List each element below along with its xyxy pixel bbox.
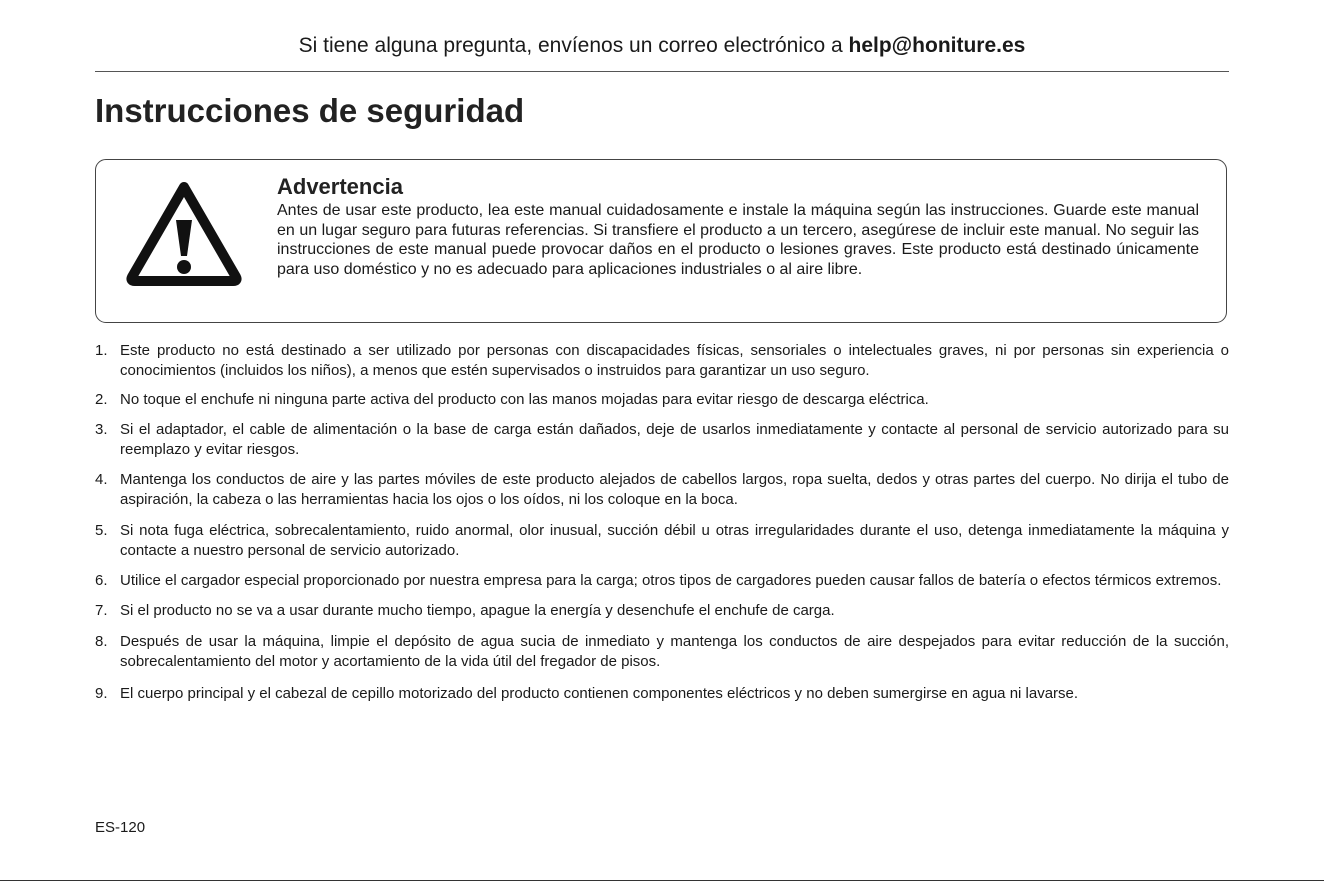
safety-instruction-item [95, 521, 1229, 561]
warning-text: Antes de usar este producto, lea este manual cuidadosamente e instale la máquina según las instrucciones. Guarde este manual en un lugar seguro para futuras referencias. Si transfiere el producto a un tercero, asegúrese de incluir este manual. No seguir las instrucciones de este manual puede provocar daños en el producto o lesiones graves. Este producto está destinado únicamente para uso doméstico y no es adecuado para aplicaciones industriales o al aire libre. [277, 202, 1199, 278]
instruction-number: 2. [95, 391, 108, 408]
page-number: ES-120 [95, 819, 146, 836]
instruction-number: 6. [95, 572, 108, 589]
instruction-text: El cuerpo principal y el cabezal de cepillo motorizado del producto contienen componentes eléctricos y no deben sumergirse en agua ni lavarse. [120, 685, 1079, 702]
support-email: help@honiture.es [848, 34, 1026, 57]
safety-instruction-item [95, 684, 1229, 704]
instruction-number: 3. [95, 421, 108, 438]
bottom-divider [0, 880, 1324, 881]
safety-instruction-item [95, 341, 1229, 381]
instruction-text: Si el producto no se va a usar durante mucho tiempo, apague la energía y desenchufe el enchufe de carga. [120, 602, 835, 619]
safety-instruction-item [95, 470, 1229, 510]
safety-instructions-list [95, 341, 1229, 704]
header-divider [95, 71, 1229, 72]
contact-text: Si tiene alguna pregunta, envíenos un correo electrónico a [298, 34, 849, 57]
instruction-number: 8. [95, 633, 108, 650]
instruction-text: Si nota fuga eléctrica, sobrecalentamiento, ruido anormal, olor inusual, succión débil u otras irregularidades durante el uso, detenga inmediatamente la máquina y contacte a nuestro personal de servicio autorizado. [120, 522, 1229, 559]
page-title: Instrucciones de seguridad [95, 92, 525, 129]
instruction-text: Este producto no está destinado a ser utilizado por personas con discapacidades físicas, sensoriales o intelectuales graves, ni por personas sin experiencia o conocimientos (incluidos los niños), a menos que estén supervisados o instruidos para garantizar un uso seguro. [120, 342, 1229, 379]
warning-box [95, 159, 1227, 323]
safety-instruction-item [95, 601, 1229, 621]
safety-instruction-item [95, 632, 1229, 672]
instruction-text: Después de usar la máquina, limpie el depósito de agua sucia de inmediato y mantenga los conductos de aire despejados para evitar reducción de la succión, sobrecalentamiento del motor y acortamiento de la vida útil del fregador de pisos. [120, 633, 1229, 670]
safety-instruction-item [95, 420, 1229, 460]
safety-instruction-item [95, 571, 1229, 591]
safety-instruction-item [95, 390, 1229, 410]
instruction-number: 5. [95, 522, 108, 539]
instruction-text: Mantenga los conductos de aire y las partes móviles de este producto alejados de cabellos largos, ropa suelta, dedos y otras partes del cuerpo. No dirija el tubo de aspiración, la cabeza o las herramientas hacia los ojos o los oídos, ni los coloque en la boca. [120, 471, 1229, 508]
instruction-number: 1. [95, 342, 108, 359]
warning-triangle-icon [124, 178, 244, 288]
instruction-number: 9. [95, 685, 108, 702]
instruction-number: 7. [95, 602, 108, 619]
contact-header [0, 33, 1324, 59]
instruction-text: Utilice el cargador especial proporcionado por nuestra empresa para la carga; otros tipos de cargadores pueden causar fallos de batería o efectos térmicos extremos. [120, 572, 1222, 589]
warning-title: Advertencia [277, 174, 403, 199]
instruction-text: No toque el enchufe ni ninguna parte activa del producto con las manos mojadas para evitar riesgo de descarga eléctrica. [120, 391, 929, 408]
instruction-number: 4. [95, 471, 108, 488]
instruction-text: Si el adaptador, el cable de alimentación o la base de carga están dañados, deje de usarlos inmediatamente y contacte al personal de servicio autorizado para su reemplazo y evitar riesgos. [120, 421, 1229, 458]
